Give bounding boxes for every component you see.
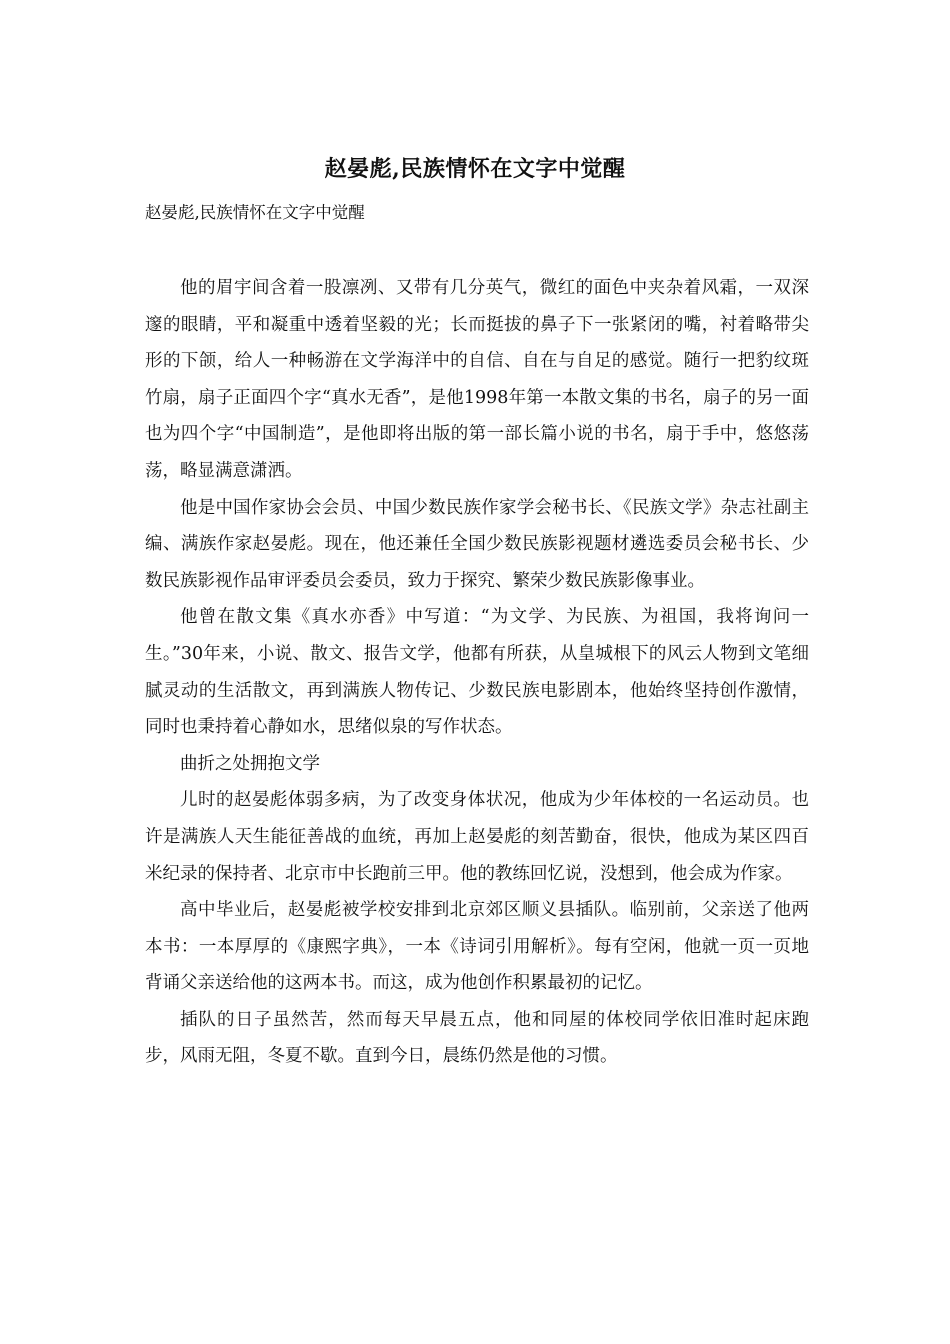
paragraph: 插队的日子虽然苦，然而每天早晨五点，他和同屋的体校同学依旧准时起床跑步，风雨无阻，冬夏不歇。直到今日，晨练仍然是他的习惯。 [145,1009,809,1067]
document-body [145,270,809,1075]
paragraph: 他的眉宇间含着一股凛冽、又带有几分英气，微红的面色中夹杂着风霜，一双深邃的眼睛，平和凝重中透着坚毅的光；长而挺拔的鼻子下一张紧闭的嘴，衬着略带尖形的下颌，给人一种畅游在文学海洋中的自信、自在与自足的感觉。随行一把豹纹斑竹扇，扇子正面四个字“真水无香”，是他1998年第一本散文集的书名，扇子的另一面也为四个字“中国制造”，是他即将出版的第一部长篇小说的书名，扇于手中，悠悠荡荡，略显满意潇洒。 [145,278,809,481]
paragraph: 高中毕业后，赵晏彪被学校安排到北京郊区顺义县插队。临别前，父亲送了他两本书：一本厚厚的《康熙字典》，一本《诗词引用解析》。每有空闲，他就一页一页地背诵父亲送给他的这两本书。而这，成为他创作积累最初的记忆。 [145,900,809,994]
document-subtitle: 赵晏彪,民族情怀在文字中觉醒 [145,203,365,222]
document-title: 赵晏彪,民族情怀在文字中觉醒 [324,156,626,182]
paragraph: 儿时的赵晏彪体弱多病，为了改变身体状况，他成为少年体校的一名运动员。也许是满族人天生能征善战的血统，再加上赵晏彪的刻苦勤奋，很快，他成为某区四百米纪录的保持者、北京市中长跑前三甲。他的教练回忆说，没想到，他会成为作家。 [145,790,809,884]
paragraph: 他曾在散文集《真水亦香》中写道：“为文学、为民族、为祖国，我将询问一生。”30年来，小说、散文、报告文学，他都有所获，从皇城根下的风云人物到文笔细腻灵动的生活散文，再到满族人物传记、少数民族电影剧本，他始终坚持创作激情，同时也秉持着心静如水，思绪似泉的写作状态。 [145,607,809,738]
paragraph: 他是中国作家协会会员、中国少数民族作家学会秘书长、《民族文学》杂志社副主编、满族作家赵晏彪。现在，他还兼任全国少数民族影视题材遴选委员会秘书长、少数民族影视作品审评委员会委员，致力于探究、繁荣少数民族影像事业。 [145,497,809,591]
section-heading: 曲折之处拥抱文学 [180,753,320,774]
